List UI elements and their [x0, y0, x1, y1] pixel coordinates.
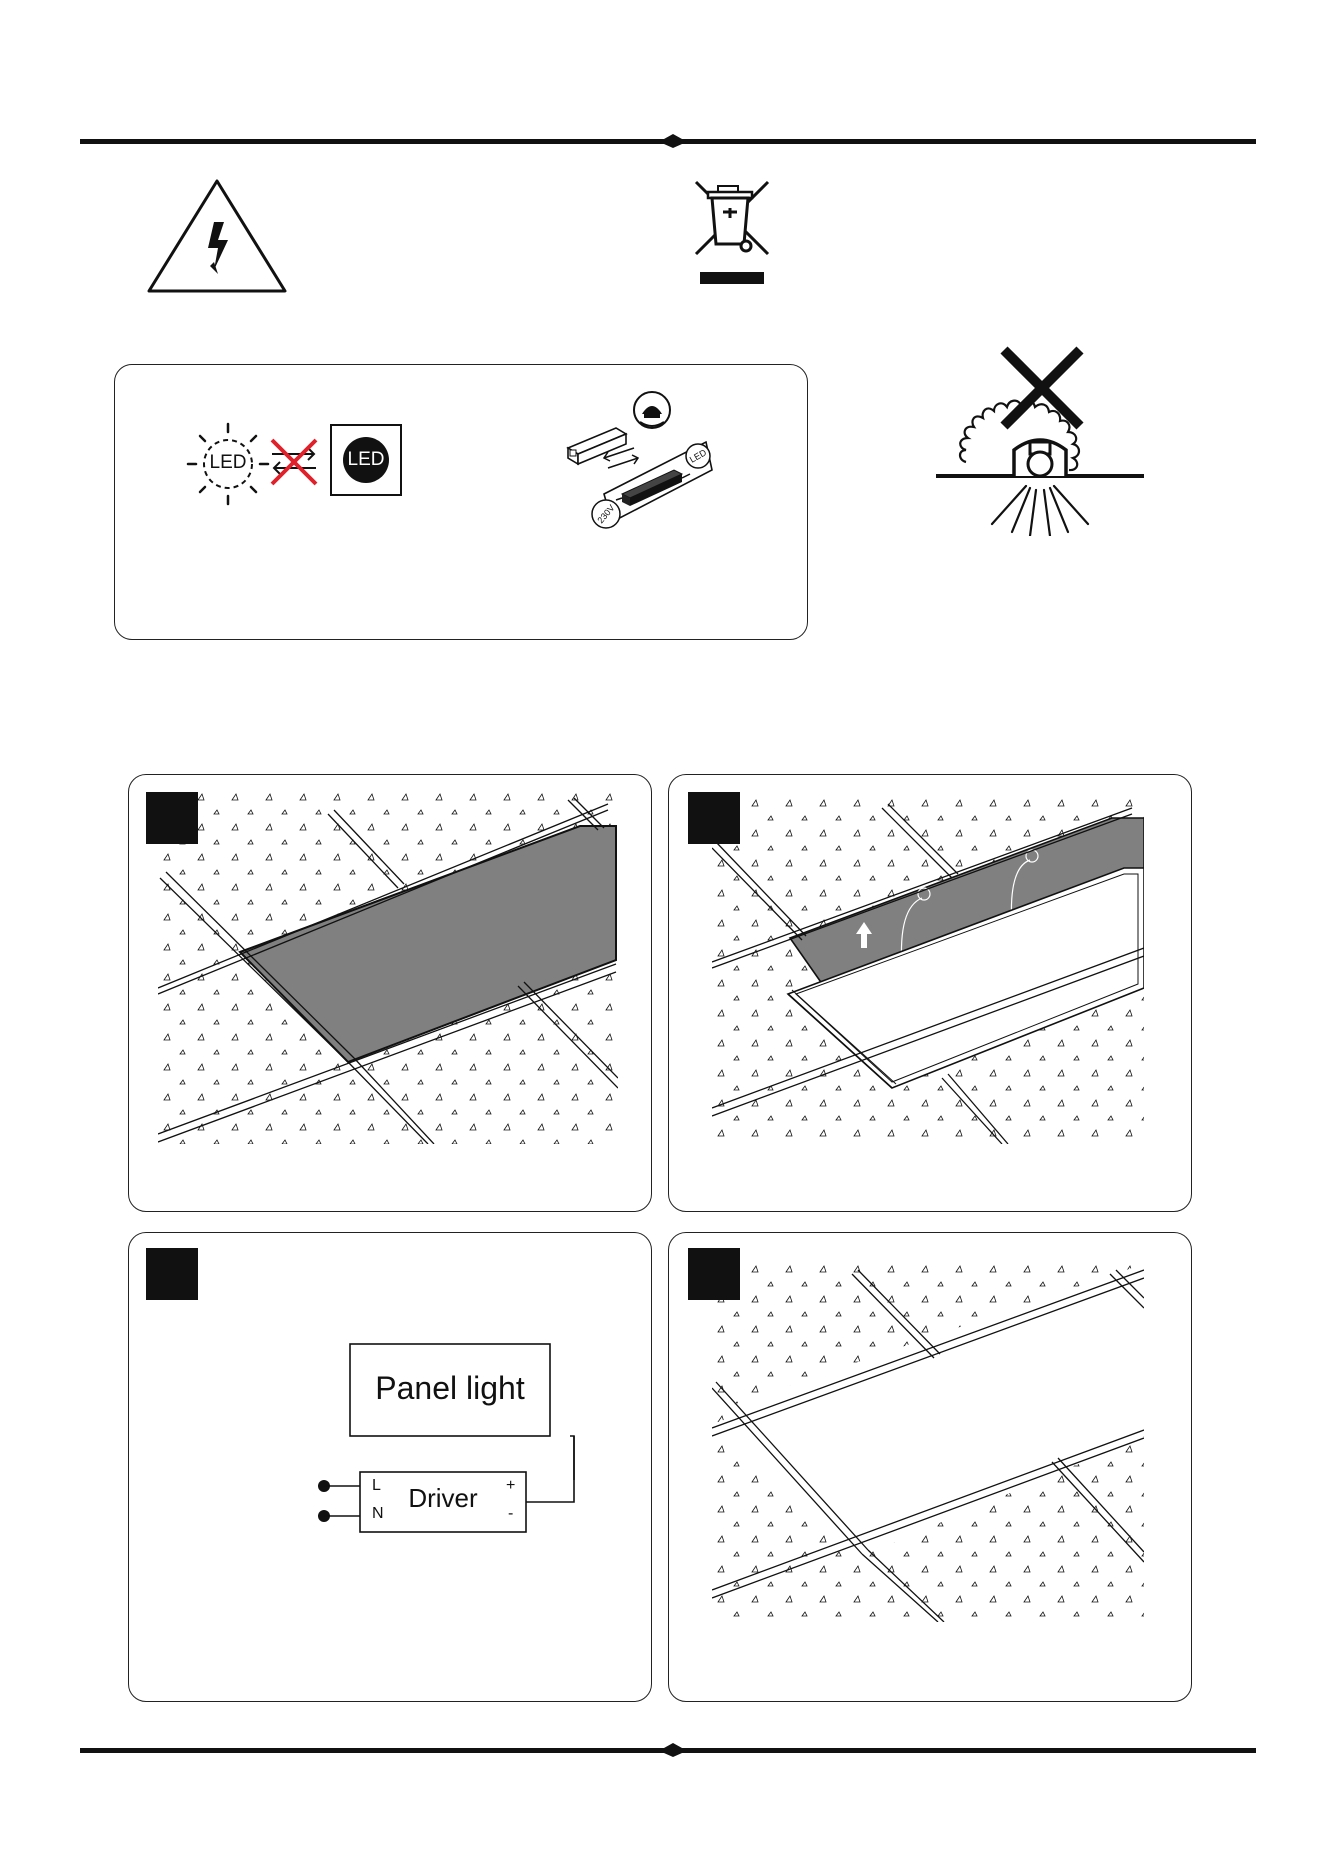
- header-rule-right: [676, 139, 1256, 144]
- footer-rule-left: [80, 1748, 670, 1753]
- step-4-marker: [688, 1248, 740, 1300]
- driver-l-terminal-label: L: [372, 1477, 381, 1494]
- footer-rule-notch: [664, 1743, 682, 1757]
- step-2-insert-panel-illustration: [712, 798, 1144, 1144]
- footer-rule-right: [676, 1748, 1256, 1753]
- driver-n-terminal-label: N: [372, 1505, 384, 1522]
- no-insulation-cover-icon: [930, 346, 1150, 536]
- led-lamp-label: LED: [209, 452, 247, 473]
- step-3-marker: [146, 1248, 198, 1300]
- step-1-marker: [146, 792, 198, 844]
- led-integrated-label: LED: [347, 449, 385, 470]
- step-2-marker: [688, 792, 740, 844]
- panel-light-label: Panel light: [375, 1370, 525, 1406]
- led-integrated-icon: [330, 424, 402, 496]
- driver-label: Driver: [408, 1483, 478, 1513]
- driver-plus-terminal-label: +: [506, 1477, 516, 1494]
- electric-shock-warning-icon: [146, 178, 288, 294]
- crossed-out-wheelie-bin-icon: [692, 178, 772, 288]
- voltage-badge-label: 230V: [595, 502, 617, 526]
- step-4-installed-panel-illustration: [712, 1264, 1144, 1622]
- driver-led-badge-label: LED: [687, 447, 709, 465]
- header-rule-left: [80, 139, 670, 144]
- header-rule-notch: [664, 134, 682, 148]
- not-replaceable-icon: [266, 434, 322, 490]
- step-1-ceiling-opening-illustration: [158, 792, 618, 1144]
- driver-minus-terminal-label: -: [508, 1505, 514, 1522]
